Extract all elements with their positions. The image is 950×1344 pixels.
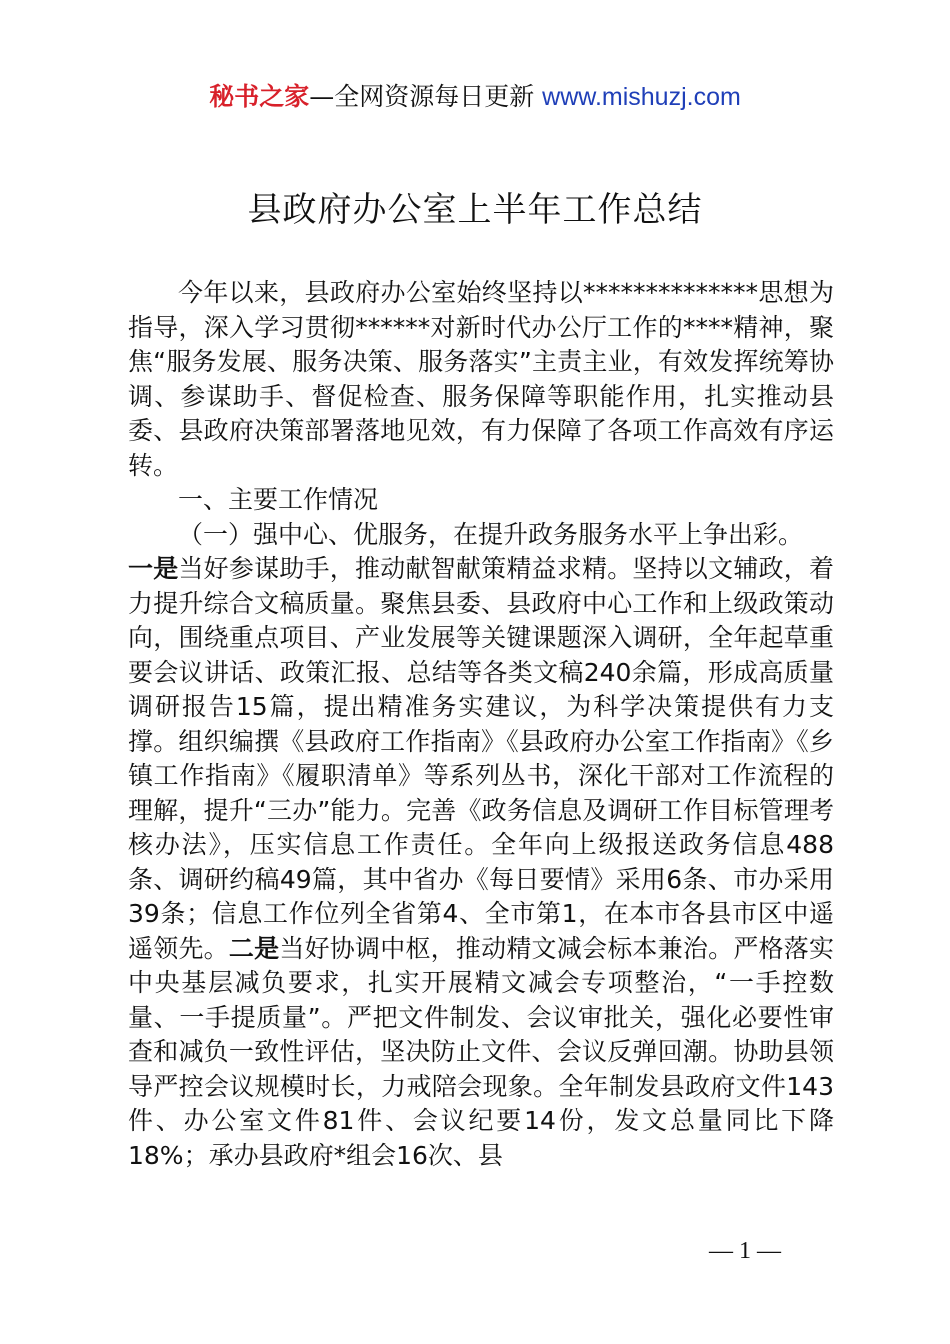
body-text-first: 当好参谋助手，推动献智献策精益求精。坚持以文辅政，着力提升综合文稿质量。聚焦县委、县政府中心工作和上级政策动向，围绕重点项目、产业发展等关键课题深入调研，全年起草重要会议讲话、政策汇报、总结等各类文稿240余篇，形成高质量调研报告15篇，提出精准务实建议，为科学决策提供有力支撑。组织编撰《县政府工作指南》《县政府办公室工作指南》《乡镇工作指南》《履职清单》等系列丛书，深化干部对工作流程的理解，提升“三办”能力。完善《政务信息及调研工作目标管理考核办法》，压实信息工作责任。全年向上级报送政务信息488条、调研约稿49篇，其中省办《每日要情》采用6条、市办采用39条；信息工作位列全省第4、全市第1，在本市各县市区中遥遥领先。 — [128, 554, 834, 963]
brand-name: 秘书之家 — [209, 82, 310, 111]
lead-marker-first: 一是 — [128, 554, 179, 583]
subsection-heading: （一）强中心、优服务，在提升政务服务水平上争出彩。 — [178, 519, 804, 549]
section-heading: 一、主要工作情况 — [178, 485, 379, 514]
document-body — [128, 276, 834, 1173]
header-tagline: —全网资源每日更新 — [309, 82, 543, 111]
body-text-second: 当好协调中枢，推动精文减会标本兼治。严格落实中央基层减负要求，扎实开展精文减会专项整治，“一手控数量、一手提质量”。严把文件制发、会议审批关，强化必要性审查和减负一致性评估，坚决防止文件、会议反弹回潮。协助县领导严控会议规模时长，力戒陪会现象。全年制发县政府文件143件、办公室文件81件、会议纪要14份，发文总量同比下降18%；承办县政府*组会16次、县 — [128, 933, 834, 1170]
lead-marker-second: 二是 — [228, 933, 280, 963]
document-title: 县政府办公室上半年工作总结 — [247, 190, 703, 230]
body-paragraph — [128, 552, 834, 1173]
page-number: — 1 — — [709, 1238, 781, 1264]
intro-paragraph: 今年以来，县政府办公室始终坚持以**************思想为指导，深入学习贯彻******对新时代办公厅工作的****精神，聚焦“服务发展、服务决策、服务落实”主责主业，有效发挥统筹协调、参谋助手、督促检查、服务保障等职能作用，扎实推动县委、县政府决策部署落地见效，有力保障了各项工作高效有序运转。 — [128, 278, 834, 480]
site-url-link[interactable]: www.mishuzj.com — [542, 83, 741, 111]
site-header-banner — [0, 80, 950, 114]
